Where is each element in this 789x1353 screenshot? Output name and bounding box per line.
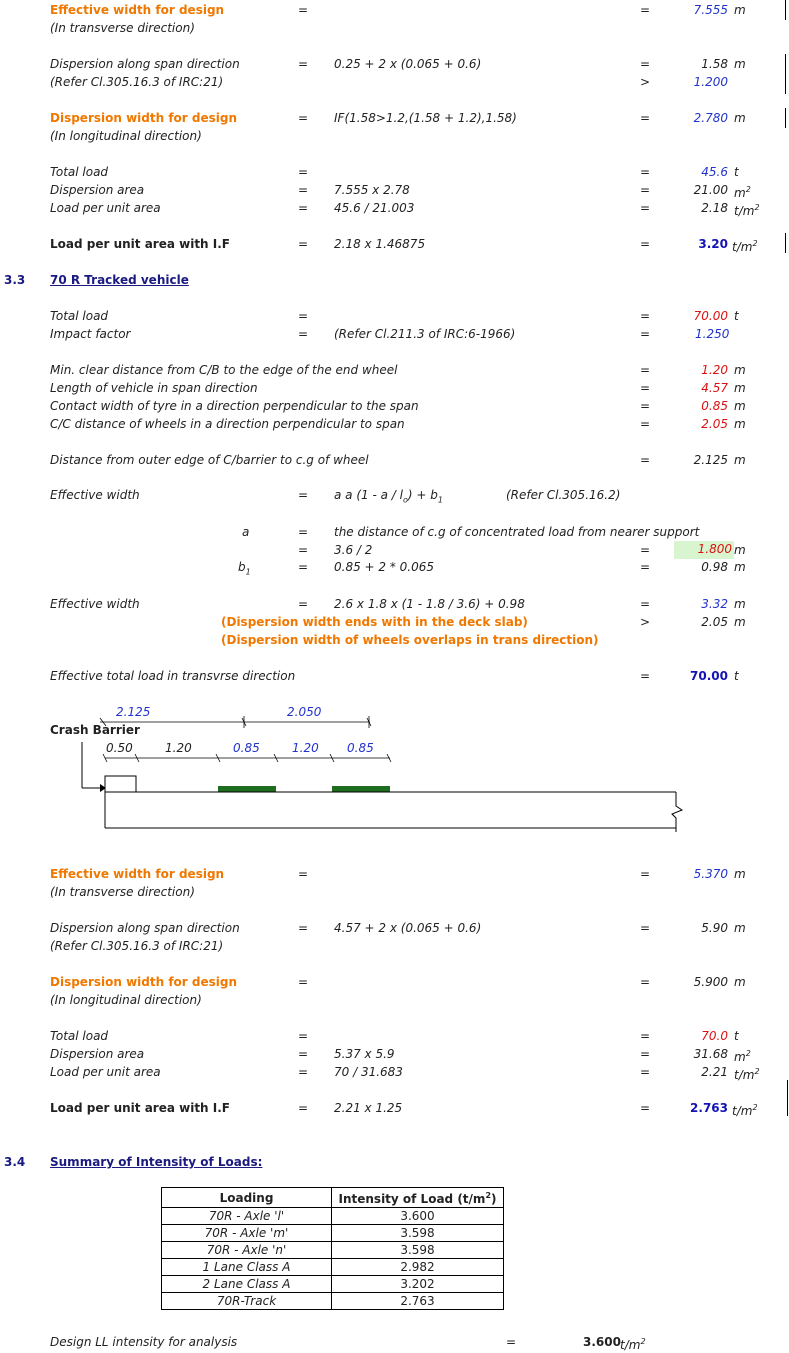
right-border [785,54,786,94]
effw2-formula: 2.6 x 1.8 x (1 - 1.8 / 3.6) + 0.98 [334,597,525,611]
eq-sign: = [639,1101,651,1115]
disp-long-title: Dispersion width for design [50,111,238,125]
effw-ref: (Refer Cl.305.16.2) [506,488,621,502]
effw-label: Effective width [50,488,140,502]
right-border [785,233,786,253]
col-intensity-text: Intensity of Load (t/m [338,1192,486,1206]
diagram-svg [0,700,789,840]
table-row [162,1259,504,1276]
eq-sign: = [297,921,309,935]
unit: t [734,669,739,683]
formula-text: a a (1 - a / l [334,488,403,502]
length-label: Length of vehicle in span direction [50,381,258,395]
eq-sign: = [639,417,651,431]
unit: m [734,615,746,629]
total-load-value: 45.6 [701,165,728,179]
right-border [785,108,786,128]
eq-sign: = [639,165,651,179]
cell-intensity: 3.598 [332,1242,504,1259]
unit: m [734,921,746,935]
lpua-if-label: Load per unit area with I.F [50,237,230,251]
disp-area-label: Dispersion area [50,1047,145,1061]
eq-sign: = [297,525,309,539]
cell-loading: 70R - Axle 'l' [162,1208,332,1225]
note-dispersion-ends: (Dispersion width ends with in the deck slab) [221,615,528,629]
lpua-if-value: 3.20 [698,237,728,251]
eq-sign: = [639,399,651,413]
eq-sign: = [639,381,651,395]
disp-area-formula: 7.555 x 2.78 [334,183,410,197]
disp-span-value: 5.90 [701,921,728,935]
disp-long-value: 2.780 [693,111,728,125]
total-load-value: 70.00 [693,309,728,323]
dim-0-50: 0.50 [106,741,133,755]
eq-sign: = [639,975,651,989]
gt-sign: > [639,75,651,89]
cell-intensity: 3.202 [332,1276,504,1293]
effw-formula [334,487,443,508]
disp-long-sub: (In longitudinal direction) [50,993,202,1007]
disp-area-formula: 5.37 x 5.9 [334,1047,395,1061]
eq-sign: = [639,867,651,881]
eq-sign: = [297,111,309,125]
dim-2-125: 2.125 [116,705,151,719]
disp-span-formula: 0.25 + 2 x (0.065 + 0.6) [334,57,482,71]
unit-sup: 2 [745,185,751,194]
eq-sign: = [297,975,309,989]
unit [734,1046,751,1065]
total-load-label: Total load [50,165,109,179]
unit [734,182,751,201]
unit: m [734,381,746,395]
eq-sign: = [639,3,651,17]
eq-sign: = [297,1029,309,1043]
col-intensity [332,1188,504,1208]
unit: t [734,165,739,179]
lpua-value: 2.21 [701,1065,728,1079]
cell-intensity: 2.982 [332,1259,504,1276]
disp-long-formula: IF(1.58>1.2,(1.58 + 1.2),1.58) [334,111,517,125]
lpua-if-formula: 2.21 x 1.25 [334,1101,403,1115]
section-title: 70 R Tracked vehicle [50,273,189,287]
unit: m [734,560,746,574]
eq-sign: = [297,1065,309,1079]
impact-ref: (Refer Cl.211.3 of IRC:6-1966) [334,327,516,341]
unit: m [734,543,746,557]
lpua-if-value: 2.763 [690,1101,728,1115]
eq-sign: = [639,1065,651,1079]
section-number: 3.4 [4,1155,26,1169]
lpua-formula: 70 / 31.683 [334,1065,403,1079]
dim-1-20: 1.20 [165,741,192,755]
note-overlap: (Dispersion width of wheels overlaps in trans direction) [221,633,599,647]
disp-span-label: Dispersion along span direction [50,57,240,71]
crash-barrier-label: Crash Barrier [50,723,140,737]
eff-width-title: Effective width for design [50,3,225,17]
dist-value: 2.125 [693,453,728,467]
dim-0-85b: 0.85 [347,741,374,755]
unit: m [734,57,746,71]
unit: m [734,597,746,611]
right-border [787,1080,788,1116]
unit-sup: 2 [752,1103,758,1112]
eq-sign: = [639,669,651,683]
eq-sign: = [297,867,309,881]
eff-width-sub: (In transverse direction) [50,885,195,899]
a-value: 1.800 [674,541,734,559]
eff-total-label: Effective total load in transvrse direction [50,669,296,683]
b1-value: 0.98 [701,560,728,574]
lpua-label: Load per unit area [50,201,161,215]
cell-intensity: 3.598 [332,1225,504,1242]
effw2-value: 3.32 [701,597,728,611]
unit: t [734,309,739,323]
eq-sign: = [639,1047,651,1061]
wheel-track [332,786,390,792]
unit [734,1064,760,1083]
disp-long-value: 5.900 [693,975,728,989]
total-load-label: Total load [50,309,109,323]
eq-sign: = [639,327,651,341]
eq-sign: = [639,237,651,251]
disp-long-title: Dispersion width for design [50,975,238,989]
unit: m [734,975,746,989]
unit-text: m [734,186,746,200]
cell-loading: 1 Lane Class A [162,1259,332,1276]
eff-width-title: Effective width for design [50,867,225,881]
impact-label: Impact factor [50,327,131,341]
disp-long-sub: (In longitudinal direction) [50,129,202,143]
lpua-if-formula: 2.18 x 1.46875 [334,237,426,251]
table-row [162,1208,504,1225]
lpua-if-label: Load per unit area with I.F [50,1101,230,1115]
table-row [162,1276,504,1293]
a-formula: 3.6 / 2 [334,543,373,557]
eq-sign: = [297,1101,309,1115]
contact-label: Contact width of tyre in a direction perpendicular to the span [50,399,419,413]
eff-width-value: 5.370 [693,867,728,881]
lpua-value: 2.18 [701,201,728,215]
unit [732,1100,758,1119]
effw2-value2: 2.05 [701,615,728,629]
unit-text: t/m [734,204,755,218]
eq-sign: = [297,165,309,179]
eq-sign: = [297,327,309,341]
contact-value: 0.85 [701,399,728,413]
col-intensity-close: ) [491,1192,497,1206]
eq-sign: = [639,111,651,125]
cc-label: C/C distance of wheels in a direction perpendicular to span [50,417,405,431]
lpua-label: Load per unit area [50,1065,161,1079]
unit-sup: 2 [640,1337,646,1346]
total-load-value: 70.0 [701,1029,728,1043]
unit-text: t/m [620,1338,641,1352]
eq-sign: = [639,183,651,197]
cell-loading: 70R - Axle 'n' [162,1242,332,1259]
table-row [162,1293,504,1310]
disp-area-value: 21.00 [693,183,728,197]
eq-sign: = [639,363,651,377]
eq-sign: = [639,57,651,71]
unit-sup: 2 [754,1067,760,1076]
eq-sign: = [639,543,651,557]
eq-sign: = [297,597,309,611]
break-line [672,792,682,832]
table-header-row [162,1188,504,1208]
lpua-formula: 45.6 / 21.003 [334,201,415,215]
dim-2-050: 2.050 [287,705,322,719]
impact-value: 1.250 [695,327,730,341]
eq-sign: = [639,560,651,574]
eff-total-value: 70.00 [690,669,728,683]
eq-sign: = [297,183,309,197]
col-loading: Loading [162,1188,332,1208]
unit [620,1334,646,1353]
cell-loading: 70R-Track [162,1293,332,1310]
eq-sign: = [639,921,651,935]
length-value: 4.57 [701,381,728,395]
min-clear-label: Min. clear distance from C/B to the edge of the end wheel [50,363,398,377]
unit: m [734,867,746,881]
unit-text: t/m [732,1104,753,1118]
crash-barrier-block [105,776,136,792]
total-load-label: Total load [50,1029,109,1043]
unit: m [734,453,746,467]
unit: t [734,1029,739,1043]
eq-sign: = [297,3,309,17]
a-desc: the distance of c.g of concentrated load from nearer support [334,525,700,539]
cell-loading: 2 Lane Class A [162,1276,332,1293]
dim-1-20b: 1.20 [292,741,319,755]
disp-span-formula: 4.57 + 2 x (0.065 + 0.6) [334,921,482,935]
table-row [162,1225,504,1242]
eq-sign: = [297,237,309,251]
disp-span-ref: (Refer Cl.305.16.3 of IRC:21) [50,939,224,953]
formula-text: ) + b [407,488,438,502]
unit-text: t/m [732,240,753,254]
unit-text: t/m [734,1068,755,1082]
eff-width-value: 7.555 [693,3,728,17]
eq-sign: = [297,488,309,502]
section-number: 3.3 [4,273,26,287]
eq-sign: = [297,57,309,71]
b1-formula: 0.85 + 2 * 0.065 [334,560,435,574]
eq-sign: = [639,597,651,611]
eq-sign: = [639,201,651,215]
effw2-label: Effective width [50,597,140,611]
right-border [785,0,786,20]
a-symbol: a [242,525,250,539]
eq-sign: = [297,309,309,323]
unit-sup: 2 [745,1049,751,1058]
eq-sign: = [297,560,309,574]
unit: m [734,3,746,17]
b1-sub: 1 [245,567,251,577]
design-ll-label: Design LL intensity for analysis [50,1335,238,1349]
unit [732,236,758,255]
col-intensity-sup: 2 [485,1191,492,1200]
wheel-track [218,786,276,792]
disp-span-value: 1.58 [701,57,728,71]
formula-sub: o [402,495,408,505]
table-row [162,1242,504,1259]
unit-sup: 2 [752,239,758,248]
eq-sign: = [297,201,309,215]
b1-text: b [238,560,246,574]
b1-symbol [238,559,251,580]
min-clear-value: 1.20 [701,363,728,377]
eq-sign: = [639,1029,651,1043]
unit-sup: 2 [754,203,760,212]
section-title: Summary of Intensity of Loads: [50,1155,263,1169]
unit: m [734,417,746,431]
unit [734,200,760,219]
disp-span-value2: 1.200 [693,75,728,89]
summary-table [161,1187,504,1310]
eq-sign: = [297,543,309,557]
unit: m [734,363,746,377]
unit: m [734,111,746,125]
disp-area-value: 31.68 [693,1047,728,1061]
eff-width-sub: (In transverse direction) [50,21,195,35]
design-ll-value: 3.600 [583,1335,621,1349]
cell-intensity: 3.600 [332,1208,504,1225]
disp-span-ref: (Refer Cl.305.16.3 of IRC:21) [50,75,224,89]
eq-sign: = [639,309,651,323]
formula-sub: 1 [437,495,443,505]
disp-area-label: Dispersion area [50,183,145,197]
dim-0-85: 0.85 [233,741,260,755]
eq-sign: = [297,1047,309,1061]
dist-label: Distance from outer edge of C/barrier to c.g of wheel [50,453,369,467]
disp-span-label: Dispersion along span direction [50,921,240,935]
cell-intensity: 2.763 [332,1293,504,1310]
cc-value: 2.05 [701,417,728,431]
eq-sign: = [639,453,651,467]
eq-sign: = [505,1335,517,1349]
gt-sign: > [639,615,651,629]
unit-text: m [734,1050,746,1064]
cell-loading: 70R - Axle 'm' [162,1225,332,1242]
unit: m [734,399,746,413]
